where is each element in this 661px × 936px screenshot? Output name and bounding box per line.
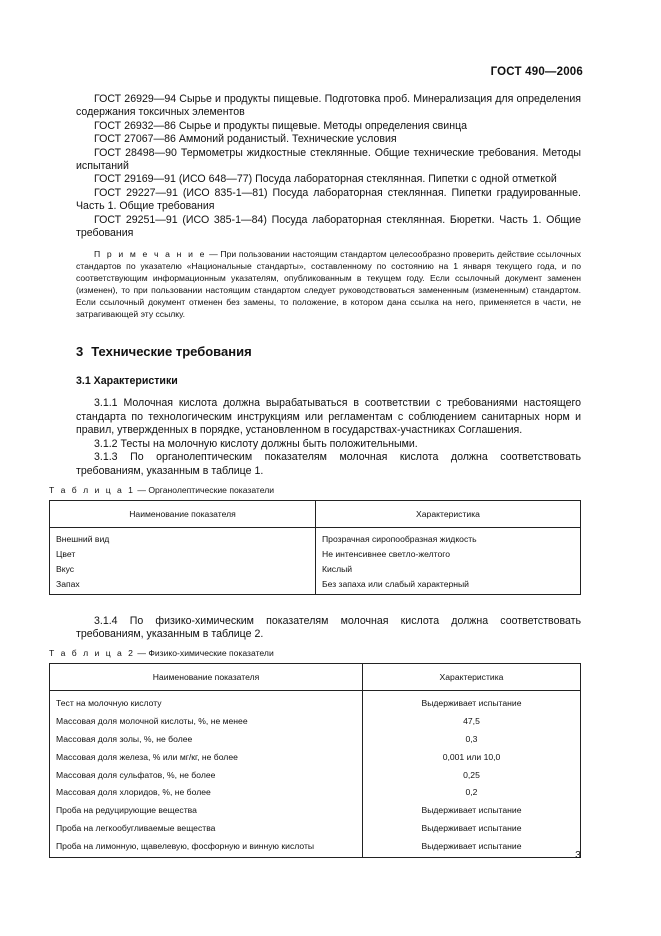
table-cell: 0,3 [363, 730, 581, 748]
paragraph-3-1-4: 3.1.4 По физико-химическим показателям молочная кислота должна соответствовать требованиям, указанным в таблице 2. [76, 614, 581, 641]
table1-caption-label: Т а б л и ц а 1 [49, 484, 135, 495]
table-cell: Проба на лимонную, щавелевую, фосфорную и винную кислоты [50, 837, 363, 857]
table-cell: 0,001 или 10,0 [363, 748, 581, 766]
table-row [50, 712, 581, 730]
normative-references [76, 93, 581, 240]
table-row [50, 730, 581, 748]
paragraph-3-1-1: 3.1.1 Молочная кислота должна вырабатываться в соответствии с требованиями настоящего стандарта по технологическим инструкциям или регламентам с соблюдением санитарных норм и правил, утвержденных в порядке, установленном в государствах-участниках Соглашения. [76, 397, 581, 437]
table-cell: 0,25 [363, 766, 581, 784]
table-cell: 0,2 [363, 783, 581, 801]
table-cell: Внешний вид [50, 527, 316, 546]
table-cell: Проба на легкообугливаемые вещества [50, 819, 363, 837]
table-header-cell: Наименование показателя [50, 664, 363, 691]
table1-caption [49, 485, 581, 495]
subsection-heading: 3.1 Характеристики [76, 375, 178, 388]
table-cell: Массовая доля сульфатов, %, не более [50, 766, 363, 784]
organoleptic-table [49, 500, 581, 595]
table-cell: Массовая доля молочной кислоты, %, не менее [50, 712, 363, 730]
table-cell: Проба на редуцирующие вещества [50, 801, 363, 819]
table-row [50, 546, 581, 561]
note-label: П р и м е ч а н и е [94, 249, 207, 260]
table-row [50, 691, 581, 712]
table-cell: Вкус [50, 561, 316, 576]
table2-caption-text: — Физико-химические показатели [134, 648, 274, 659]
paragraph-3-1-3: 3.1.3 По органолептическим показателям молочная кислота должна соответствовать требованиям, указанным в таблице 1. [76, 451, 581, 477]
paragraph-3-1-2: 3.1.2 Тесты на молочную кислоту должны быть положительными. [94, 437, 418, 450]
table2-caption-label: Т а б л и ц а 2 [49, 648, 135, 659]
table-row [50, 561, 581, 576]
reference-item: ГОСТ 28498—90 Термометры жидкостные стеклянные. Общие технические требования. Методы испытаний [76, 146, 581, 173]
table-cell: Кислый [316, 561, 581, 576]
table-cell: Запах [50, 576, 316, 594]
table-cell: Выдерживает испытание [363, 819, 581, 837]
table2-caption [49, 648, 581, 658]
table1-caption-text: — Органолептические показатели [134, 484, 275, 495]
table-row [50, 527, 581, 546]
section-heading [76, 344, 581, 359]
note [76, 248, 581, 320]
table-header-cell: Характеристика [363, 664, 581, 691]
reference-item: ГОСТ 26932—86 Сырье и продукты пищевые. Методы определения свинца [94, 119, 468, 132]
physico-chemical-table [49, 663, 581, 857]
table-cell: 47,5 [363, 712, 581, 730]
table-cell: Не интенсивнее светло-желтого [316, 546, 581, 561]
section-title: Технические требования [91, 344, 252, 360]
reference-item: ГОСТ 26929—94 Сырье и продукты пищевые. Подготовка проб. Минерализация для определения содержания токсичных элементов [76, 93, 581, 119]
table-cell: Массовая доля хлоридов, %, не более [50, 783, 363, 801]
reference-item: ГОСТ 29169—91 (ИСО 648—77) Посуда лабораторная стеклянная. Пипетки с одной отметкой [94, 173, 557, 186]
table-row [50, 801, 581, 819]
table-row [50, 783, 581, 801]
reference-item: ГОСТ 29251—91 (ИСО 385-1—84) Посуда лабораторная стеклянная. Бюретки. Часть 1. Общие требования [76, 213, 581, 240]
standard-id: ГОСТ 490—2006 [490, 66, 583, 78]
table-row [50, 837, 581, 857]
table-row [50, 766, 581, 784]
table-cell: Без запаха или слабый характерный [316, 576, 581, 594]
page-number: 3 [575, 849, 581, 861]
table-row [50, 819, 581, 837]
table-cell: Выдерживает испытание [363, 801, 581, 819]
table-cell: Массовая доля золы, %, не более [50, 730, 363, 748]
note-text: — При пользовании настоящим стандартом целесообразно проверить действие ссылочных стандартов по указателю «Национальные стандарты», составленному по состоянию на 1 января текущего года, и по соответствующим информационным указателям, опубликованным в текущем году. Если ссылочный документ заменен (изменен), то при пользовании настоящим стандартом следует руководствоваться замененным (измененным) стандартом. Если ссылочный документ отменен без замены, то положение, в котором дана ссылка на него, применяется в части, не затрагивающей эту ссылку. [76, 249, 582, 320]
table-cell: Тест на молочную кислоту [50, 691, 363, 712]
table-header-cell: Характеристика [316, 500, 581, 527]
table-cell: Выдерживает испытание [363, 691, 581, 712]
table-cell: Прозрачная сиропообразная жидкость [316, 527, 581, 546]
page-content [49, 93, 582, 858]
table-cell: Цвет [50, 546, 316, 561]
table-header-cell: Наименование показателя [50, 500, 316, 527]
reference-item: ГОСТ 27067—86 Аммоний роданистый. Технические условия [94, 133, 397, 146]
table-header-row [50, 500, 581, 527]
section-number: 3 [76, 344, 84, 360]
table-row [50, 576, 581, 594]
table-row [50, 748, 581, 766]
table-cell: Выдерживает испытание [363, 837, 581, 857]
table-header-row [50, 664, 581, 691]
table-cell: Массовая доля железа, % или мг/кг, не более [50, 748, 363, 766]
reference-item: ГОСТ 29227—91 (ИСО 835-1—81) Посуда лабораторная стеклянная. Пипетки градуированные. Часть 1. Общие требования [76, 186, 581, 213]
